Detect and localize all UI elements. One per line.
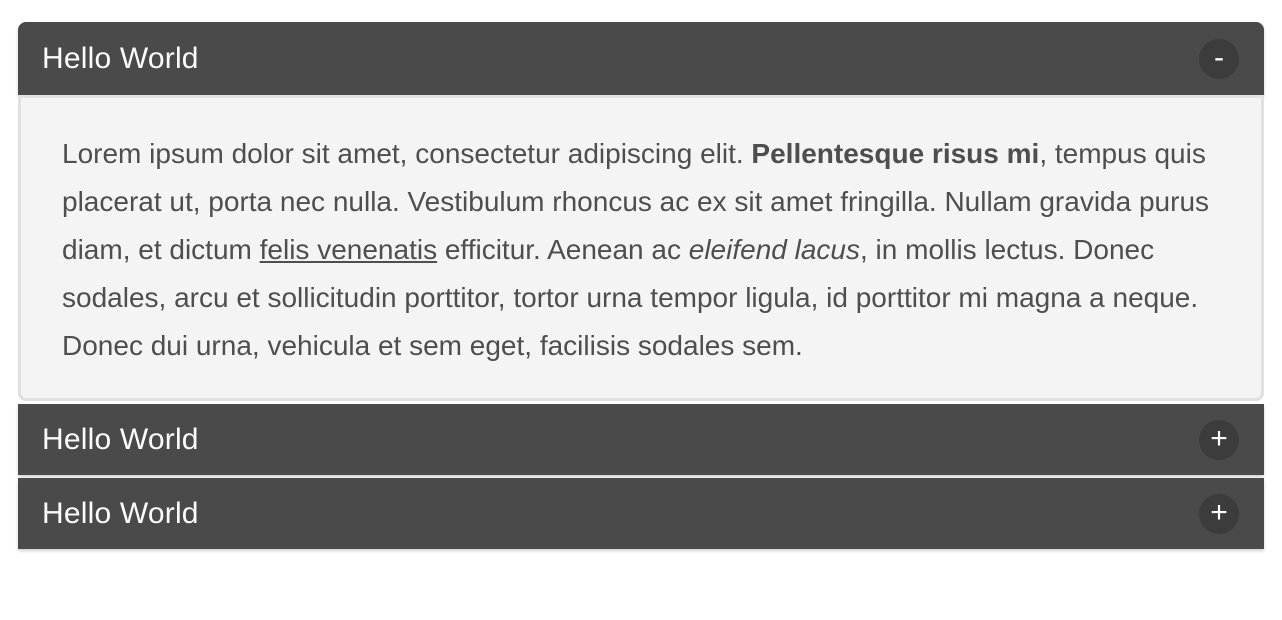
plus-icon: + (1210, 495, 1228, 529)
accordion-header[interactable] (18, 22, 1264, 95)
accordion-header[interactable] (18, 478, 1264, 549)
accordion-header-title: Hello World (42, 422, 199, 456)
minus-icon: - (1214, 40, 1224, 74)
accordion-content-text: Lorem ipsum dolor sit amet, consectetur adipiscing elit. Pellentesque risus mi, tempus quis placerat ut, porta nec nulla. Vestibulum rhoncus ac ex sit amet fringilla. Nullam gravida purus diam, et dictum felis venenatis efficitur. Aenean ac eleifend lacus, in mollis lectus. Donec sodales, arcu et sollicitudin porttitor, tortor urna tempor ligula, id porttitor mi magna a neque. Donec dui urna, vehicula et sem eget, facilisis sodales sem. (62, 138, 1210, 361)
plus-icon: + (1210, 421, 1228, 455)
expand-button[interactable] (1199, 494, 1239, 534)
expand-button[interactable] (1199, 420, 1239, 460)
accordion-section-1 (18, 22, 1264, 401)
accordion-header[interactable] (18, 404, 1264, 475)
accordion-header-title: Hello World (42, 41, 199, 75)
accordion-content (18, 95, 1264, 401)
collapse-button[interactable] (1199, 39, 1239, 79)
accordion-section-2 (18, 404, 1264, 475)
accordion-section-3 (18, 478, 1264, 549)
accordion-header-title: Hello World (42, 496, 199, 530)
accordion (18, 22, 1264, 549)
